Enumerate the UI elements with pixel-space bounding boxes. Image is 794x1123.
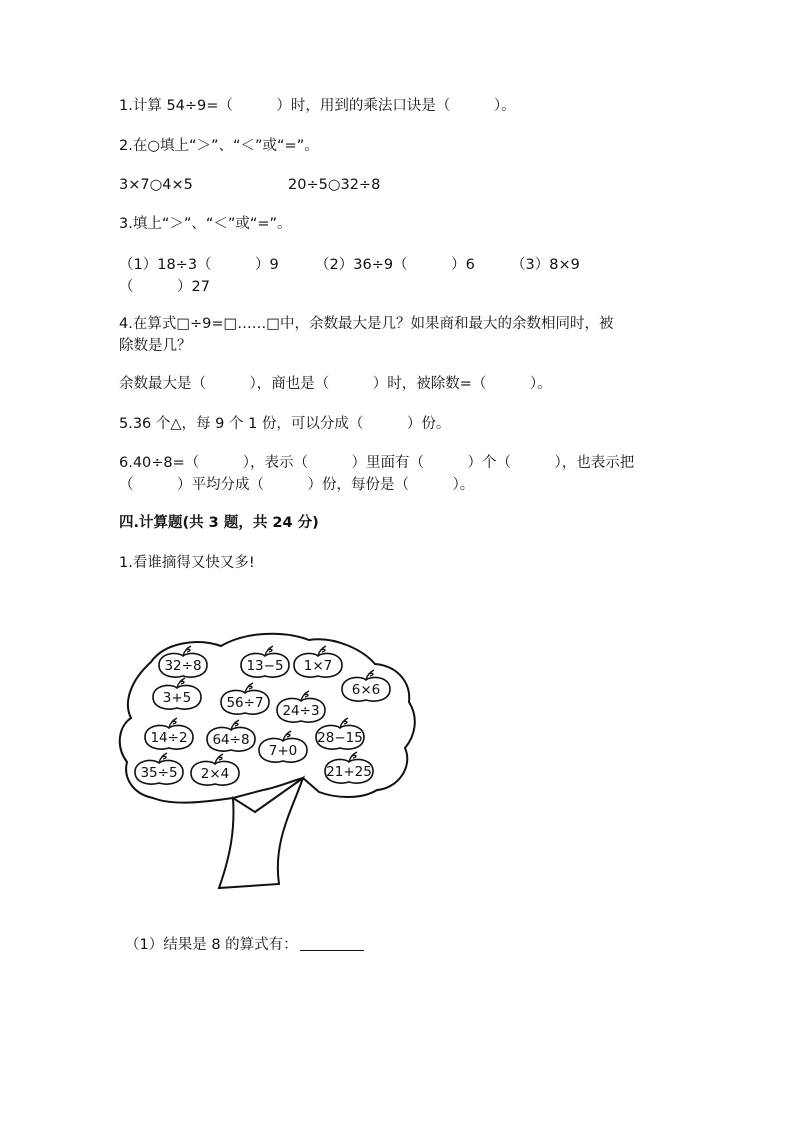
question-2-title: 2.在○填上“＞”、“＜”或“=”。 [119,138,319,154]
apple [316,718,364,749]
apple [221,683,269,714]
apples [135,646,390,785]
apple-tree-illustration [113,622,423,894]
apple [153,678,201,709]
answer-blank[interactable] [300,934,364,951]
sub-question-1 [125,934,364,956]
tree-trunk [219,778,303,888]
apple-expression: 64÷8 [212,732,250,748]
question-2-item-b: 20÷5○32÷8 [288,177,381,193]
apple-expression: 56÷7 [226,695,264,711]
question-3-line-1: （1）18÷3（ ）9 （2）36÷9（ ）6 （3）8×9 [119,257,580,273]
apple-expression: 28−15 [317,730,363,746]
question-4-answer: 余数最大是（ ），商也是（ ）时，被除数=（ ）。 [119,376,552,392]
apple [145,718,193,749]
apple-expression: 13−5 [246,658,284,674]
question-4-line-2: 除数是几？ [119,338,192,354]
section-4-question-1-title: 1.看谁摘得又快又多! [119,555,255,571]
question-3-title: 3.填上“＞”、“＜”或“=”。 [119,216,292,232]
apple [342,670,390,701]
question-4-line-1: 4.在算式□÷9=□……□中，余数最大是几？如果商和最大的余数相同时，被 [119,316,614,332]
apple-expression: 1×7 [303,658,333,674]
apple [259,731,307,762]
apple [277,691,325,722]
apple [135,753,183,784]
apple-expression: 2×4 [200,766,230,782]
question-5: 5.36 个△，每 9 个 1 份，可以分成（ ）份。 [119,416,451,432]
section-4-heading: 四.计算题(共 3 题，共 24 分) [119,515,319,531]
sub-question-1-label: （1）结果是 8 的算式有： [125,937,298,953]
apple-expression: 7+0 [268,743,298,759]
apple [294,646,342,677]
apple [325,752,373,783]
question-2-item-a: 3×7○4×5 [119,177,193,193]
apple-expression: 32÷8 [164,658,202,674]
question-3-line-2: （ ）27 [119,279,210,295]
apple-expression: 14÷2 [150,730,188,746]
apple-expression: 35÷5 [140,765,178,781]
apple-expression: 21+25 [326,764,372,780]
apple [207,720,255,751]
apple [159,646,207,677]
question-1: 1.计算 54÷9=（ ）时，用到的乘法口诀是（ ）。 [119,98,516,114]
apple [241,646,289,677]
apple-expression: 6×6 [351,682,381,698]
question-6-line-2: （ ）平均分成（ ）份，每份是（ ）。 [119,477,475,493]
question-6-line-1: 6.40÷8=（ ），表示（ ）里面有（ ）个（ ），也表示把 [119,455,635,471]
apple-expression: 3+5 [162,690,192,706]
apple [191,754,239,785]
apple-expression: 24÷3 [282,703,320,719]
